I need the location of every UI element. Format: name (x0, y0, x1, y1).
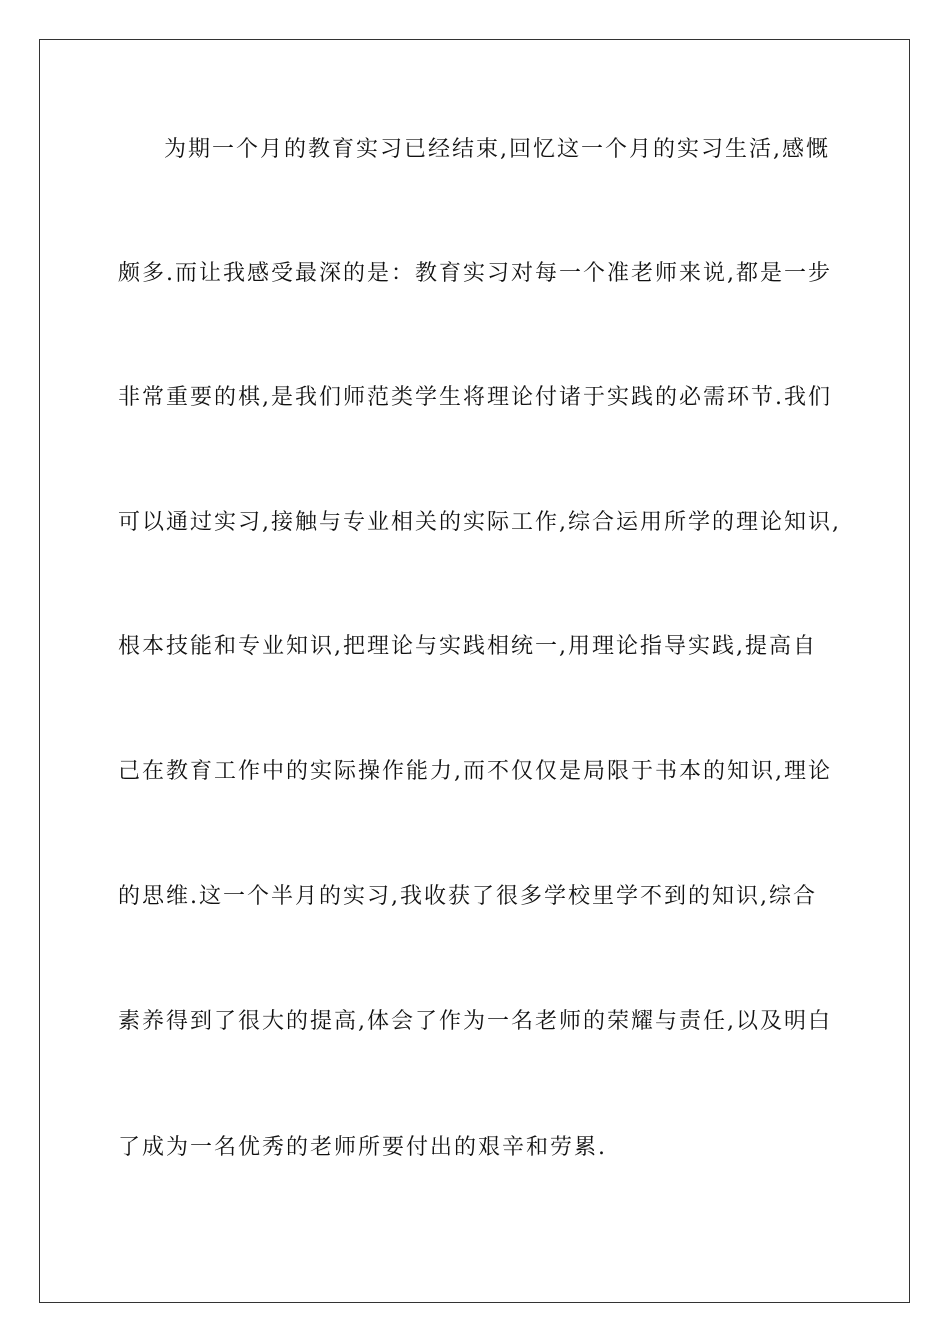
paragraph-line-9: 了成为一名优秀的老师所要付出的艰辛和劳累. (118, 1135, 607, 1160)
page-border (39, 39, 910, 1303)
paragraph-line-5: 根本技能和专业知识,把理论与实践相统一,用理论指导实践,提高自 (118, 634, 817, 659)
paragraph-line-3: 非常重要的棋,是我们师范类学生将理论付诸于实践的必需环节.我们 (118, 385, 832, 410)
paragraph-line-6: 己在教育工作中的实际操作能力,而不仅仅是局限于书本的知识,理论 (118, 759, 832, 784)
paragraph-line-7: 的思维.这一个半月的实习,我收获了很多学校里学不到的知识,综合 (118, 884, 817, 909)
paragraph-line-8: 素养得到了很大的提高,体会了作为一名老师的荣耀与责任,以及明白 (118, 1009, 832, 1034)
paragraph-line-4: 可以通过实习,接触与专业相关的实际工作,综合运用所学的理论知识, (118, 510, 841, 535)
paragraph-line-2: 颇多.而让我感受最深的是：教育实习对每一个准老师来说,都是一步 (118, 261, 832, 286)
paragraph-line-1: 为期一个月的教育实习已经结束,回忆这一个月的实习生活,感慨 (164, 137, 830, 162)
